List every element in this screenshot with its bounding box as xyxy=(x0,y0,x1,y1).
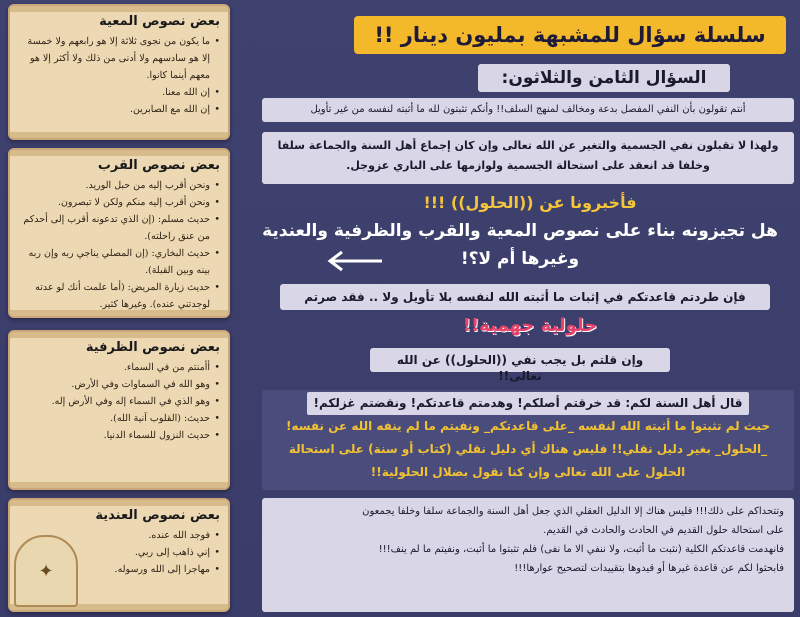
if-no-box: وإن قلتم بل يجب نفي ((الحلول)) عن الله تعالى!! xyxy=(370,348,670,372)
closing-line: فابحثوا لكم عن قاعدة غيرها أو قيدوها بتقييدات لتصحيح عوارها!!! xyxy=(514,563,784,574)
intro-2: ولهذا لا تقبلون نفي الجسمية والتغير عن الله تعالى وإن كان إجماع أهل السنة والجماعة سلفا وخلفا قد انعقد على استحالة الجسمية ولوازمها على الباري عزوجل. xyxy=(262,132,794,184)
scroll-item: • وهو الذي في السماء إله وفي الأرض إله. xyxy=(18,393,220,410)
ask-header: فأخبرونا عن ((الحلول)) !!! xyxy=(423,193,637,212)
page-title: سلسلة سؤال للمشبهة بمليون دينار !! xyxy=(354,16,786,54)
main-content xyxy=(244,0,800,617)
intro-1: أنتم تقولون بأن النفي المفصل بدعة ومخالف لمنهج السلف!! وأنكم تثبتون لله ما أثبته لنفسه من غير تأويل xyxy=(262,98,794,122)
scroll-heading: بعض نصوص المعية xyxy=(99,14,220,29)
scroll-maiyya xyxy=(8,4,230,140)
closing-line: وتتحداكم على ذلك!!! فليس هناك إلا الدليل العقلي الذي جعل أهل السنة والجماعة سلفا وخلفا يجمعون xyxy=(362,506,784,517)
scroll-item: • أأمنتم من في السماء. xyxy=(18,359,220,376)
scroll-qurb xyxy=(8,148,230,318)
closing-line: فانهدمت قاعدتكم الكلية (نثبت ما أثبت، ولا ننفي الا ما نفى) فلم تثبتوا ما أثبت، ونفيتم ما لم ينف!!! xyxy=(378,544,784,555)
calligraphy-seal-icon: ✦ xyxy=(14,535,78,607)
scroll-item: • حديث البخاري: (إن المصلي يناجي ربه وإن ربه بينه وبين القبلة). xyxy=(18,245,220,279)
scroll-item: • ونحن أقرب إليه من حبل الوريد. xyxy=(18,177,220,194)
scroll-heading: بعض نصوص الظرفية xyxy=(85,340,220,355)
ask-body: هل تجيزونه بناء على نصوص المعية والقرب والظرفية والعندية وغيرها أم لا؟! xyxy=(262,221,778,269)
scroll-item: • حديث زيارة المريض: (أما علمت أنك لو عدته لوجدتني عنده). وغيرها كثير. xyxy=(18,279,220,313)
verdict-label: حلولية جهمية!! xyxy=(462,315,598,336)
ahl-sunnah-line: قال أهل السنة لكم: قد خرقتم أصلكم! وهدمتم قاعدتكم! ونقضتم غزلكم! xyxy=(307,392,748,415)
scroll-zarfiyya xyxy=(8,330,230,490)
scroll-item: • إن الله معنا. xyxy=(18,84,220,101)
scroll-heading: بعض نصوص العندية xyxy=(95,508,220,523)
scroll-item: • ما يكون من نجوى ثلاثة إلا هو رابعهم ولا خمسة إلا هو سادسهم ولا أدنى من ذلك ولا أكثر إلا هو معهم أينما كانوا. xyxy=(18,33,220,84)
scroll-item: • إني ذاهب إلى ربي. xyxy=(18,544,220,561)
scroll-heading: بعض نصوص القرب xyxy=(97,158,220,173)
scroll-item: • وهو الله في السماوات وفي الأرض. xyxy=(18,376,220,393)
question-number: السؤال الثامن والثلاثون: xyxy=(478,64,730,92)
ahl-sunnah-box xyxy=(262,390,794,490)
scroll-item: • حديث النزول للسماء الدنيا. xyxy=(18,427,220,444)
scroll-item: • حديث مسلم: (إن الذي تدعونه أقرب إلى أحدكم من عنق راحلته). xyxy=(18,211,220,245)
closing-box xyxy=(262,498,794,612)
scroll-item: • حديث: (القلوب آنية الله). xyxy=(18,410,220,427)
closing-line: على استحالة حلول القديم في الحادث والحادث في القديم. xyxy=(543,525,784,536)
scripture-column xyxy=(0,0,238,617)
scroll-item: • إن الله مع الصابرين. xyxy=(18,101,220,118)
ahl-sunnah-body: حيث لم تثبتوا ما أثبته الله لنفسه _على قاعدتكم_ ونفيتم ما لم ينفه الله عن نفسه! _الحلول_ بغير دليل نقلي!! فليس هناك أي دليل نقلي (كتاب أو سنة) على استحالة الحلول على الله تعالى وإن كنا نقول بضلال الحلولية!! xyxy=(285,419,771,479)
scroll-item: • ونحن أقرب إليه منكم ولكن لا تبصرون. xyxy=(18,194,220,211)
arrow-left-icon xyxy=(324,250,384,272)
if-yes-box: فإن طردتم قاعدتكم في إثبات ما أثبته الله لنفسه بلا تأويل ولا .. فقد صرتم xyxy=(280,284,770,310)
scroll-item: • فوجد الله عنده. xyxy=(18,527,220,544)
scroll-item: • مهاجرا إلى الله ورسوله. xyxy=(18,561,220,578)
